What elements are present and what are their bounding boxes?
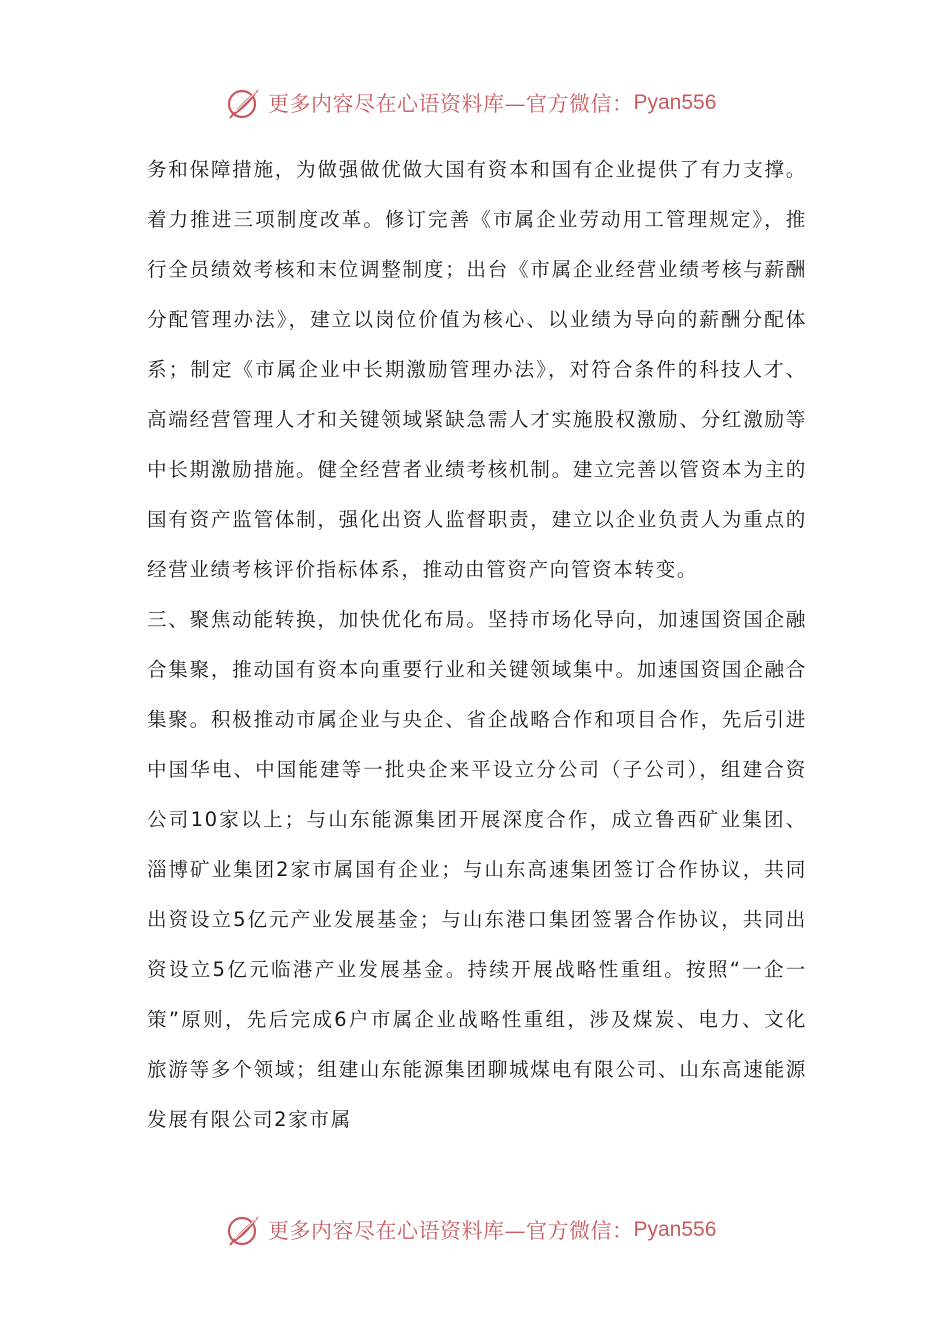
footer-banner xyxy=(226,1212,716,1248)
header-banner xyxy=(226,85,716,121)
quill-logo-icon xyxy=(226,1212,262,1248)
header-wechat-id: Pyan556 xyxy=(633,91,717,114)
paragraph-1: 务和保障措施，为做强做优做大国有资本和国有企业提供了有力支撑。着力推进三项制度改革。修订完善《市属企业劳动用工管理规定》，推行全员绩效考核和末位调整制度；出台《市属企业经营业绩考核与薪酬分配管理办法》，建立以岗位价值为核心、以业绩为导向的薪酬分配体系；制定《市属企业中长期激励管理办法》，对符合条件的科技人才、高端经营管理人才和关键领域紧缺急需人才实施股权激励、分红激励等中长期激励措施。健全经营者业绩考核机制。建立完善以管资本为主的国有资产监管体制，强化出资人监督职责，建立以企业负责人为重点的经营业绩考核评价指标体系，推动由管资产向管资本转变。 xyxy=(147,158,807,581)
paragraph-2: 三、聚焦动能转换，加快优化布局。坚持市场化导向，加速国资国企融合集聚，推动国有资本向重要行业和关键领域集中。加速国资国企融合集聚。积极推动市属企业与央企、省企战略合作和项目合作，先后引进中国华电、中国能建等一批央企来平设立分公司（子公司），组建合资公司10家以上；与山东能源集团开展深度合作，成立鲁西矿业集团、淄博矿业集团2家市属国有企业；与山东高速集团签订合作协议，共同出资设立5亿元产业发展基金；与山东港口集团签署合作协议，共同出资设立5亿元临港产业发展基金。持续开展战略性重组。按照“一企一策”原则，先后完成6户市属企业战略性重组，涉及煤炭、电力、文化旅游等多个领域；组建山东能源集团聊城煤电有限公司、山东高速能源发展有限公司2家市属 xyxy=(147,608,807,1131)
footer-banner-text: 更多内容尽在心语资料库—官方微信： xyxy=(268,1219,634,1243)
header-banner-text: 更多内容尽在心语资料库—官方微信： xyxy=(268,92,634,116)
document-body xyxy=(147,145,807,1145)
footer-wechat-id: Pyan556 xyxy=(633,1218,717,1241)
quill-logo-icon xyxy=(226,85,262,121)
